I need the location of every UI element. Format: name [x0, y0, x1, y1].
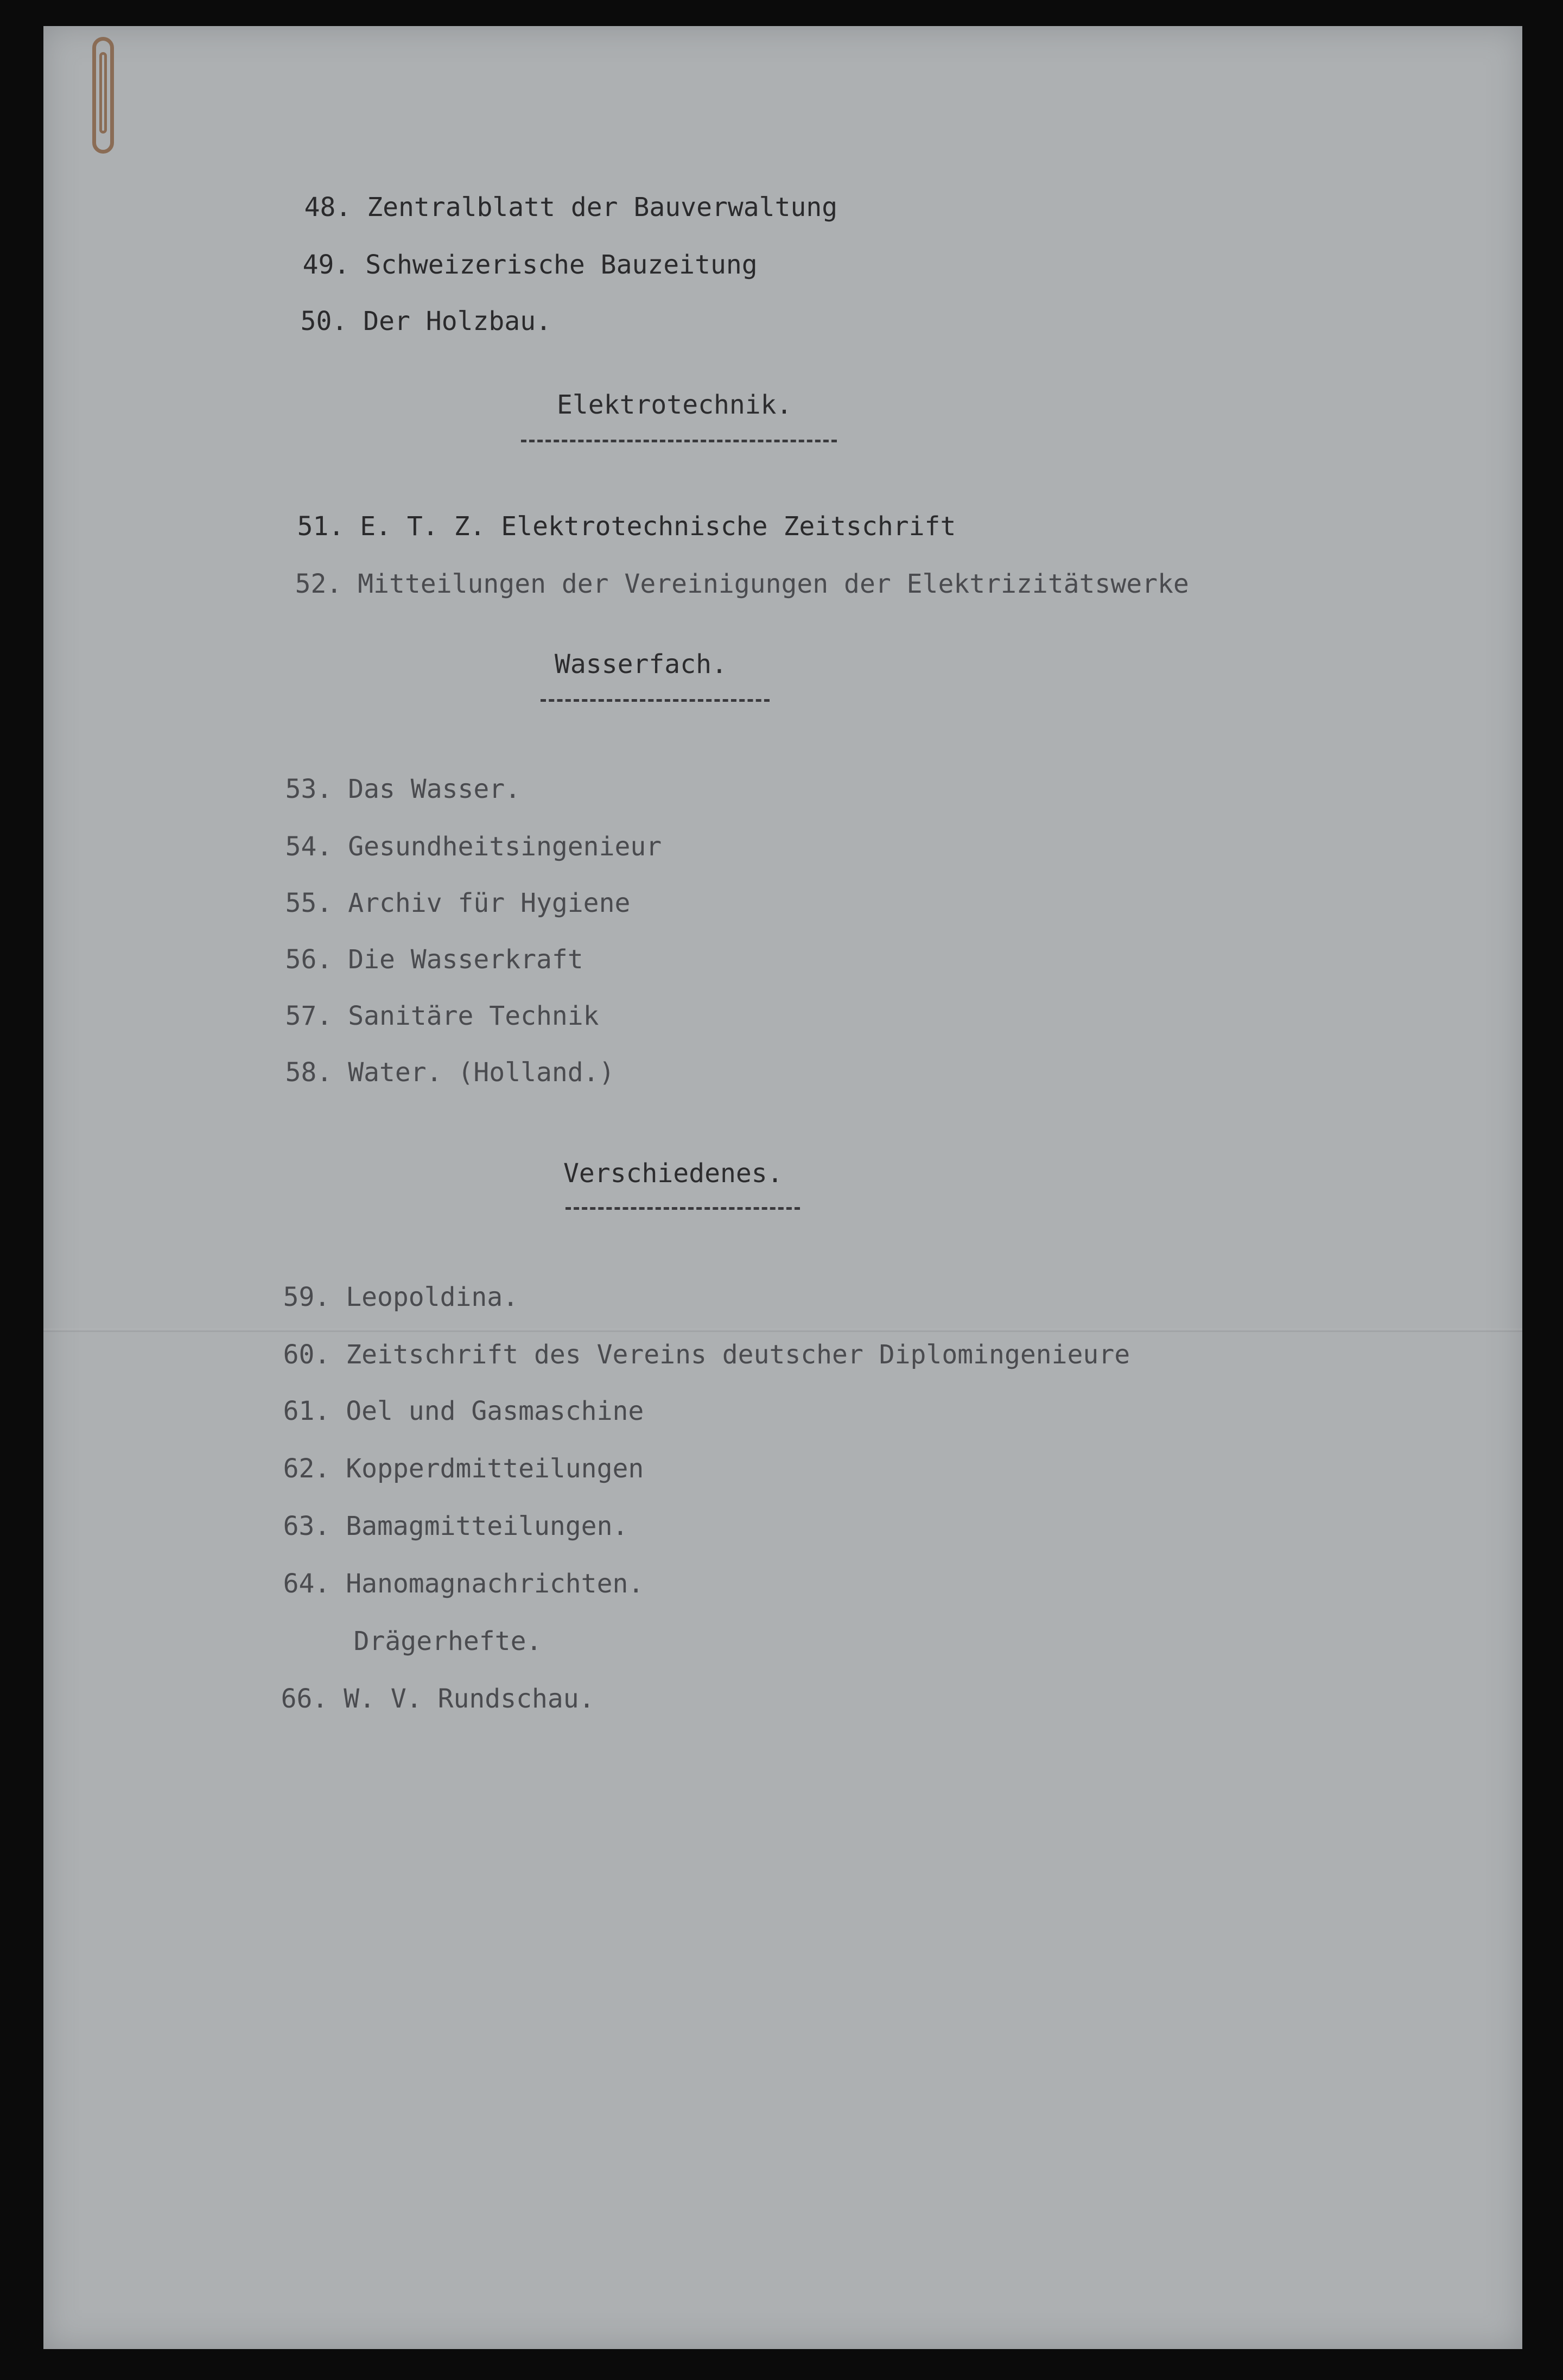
item-number: 54.: [285, 832, 333, 862]
item-number: 58.: [285, 1057, 333, 1088]
item-number: 50.: [300, 306, 348, 337]
list-item: [238, 276, 551, 367]
item-number: 57.: [285, 1001, 333, 1031]
item-title: Schweizerische Bauzeitung: [365, 250, 758, 280]
item-number: 63.: [283, 1511, 331, 1541]
item-title: Gesundheitsingenieur: [348, 832, 662, 862]
heading-underline: [541, 699, 770, 702]
item-title: Mitteilungen der Vereinigungen der Elektrizitätswerke: [358, 569, 1189, 599]
item-title: E. T. Z. Elektrotechnische Zeitschrift: [360, 511, 956, 542]
item-title: Das Wasser.: [348, 774, 521, 804]
item-number: 48.: [304, 192, 352, 223]
heading-underline: [566, 1207, 800, 1210]
item-title: Oel und Gasmaschine: [346, 1396, 644, 1426]
item-title: Kopperdmitteilungen: [346, 1454, 644, 1484]
item-title: Sanitäre Technik: [348, 1001, 599, 1031]
item-number: 60.: [283, 1340, 331, 1370]
item-number: 61.: [283, 1396, 331, 1426]
item-number: 56.: [285, 944, 333, 975]
item-number: 55.: [285, 888, 333, 918]
item-title: Hanomagnachrichten.: [346, 1569, 644, 1599]
heading-underline: [521, 440, 837, 442]
item-number: 62.: [283, 1454, 331, 1484]
section-heading-wasserfach: Wasserfach.: [555, 649, 727, 680]
item-number: 51.: [297, 511, 345, 542]
item-title: Leopoldina.: [346, 1282, 519, 1312]
item-number: 66.: [281, 1684, 328, 1714]
item-title: Bamagmitteilungen.: [346, 1511, 628, 1541]
item-title: Zentralblatt der Bauverwaltung: [367, 192, 838, 223]
item-number: 49.: [302, 250, 350, 280]
item-number: 64.: [283, 1569, 331, 1599]
item-title: Die Wasserkraft: [348, 944, 583, 975]
item-number: 52.: [295, 569, 342, 599]
section-heading-verschiedenes: Verschiedenes.: [563, 1158, 783, 1189]
item-number: 53.: [285, 774, 333, 804]
list-item: [232, 538, 1189, 630]
item-title: Drägerhefte.: [353, 1626, 542, 1657]
list-item: [218, 1653, 595, 1744]
section-heading-elektrotechnik: Elektrotechnik.: [557, 390, 792, 420]
list-item: [223, 1027, 614, 1118]
item-title: Archiv für Hygiene: [348, 888, 631, 918]
paperclip-inner-loop: [99, 52, 107, 134]
item-title: Der Holzbau.: [363, 306, 551, 337]
item-title: Zeitschrift des Vereins deutscher Diplomingenieure: [346, 1340, 1130, 1370]
item-number: 59.: [283, 1282, 331, 1312]
item-title: W. V. Rundschau.: [344, 1684, 595, 1714]
item-title: Water. (Holland.): [348, 1057, 615, 1088]
typed-page: [43, 26, 1522, 2349]
